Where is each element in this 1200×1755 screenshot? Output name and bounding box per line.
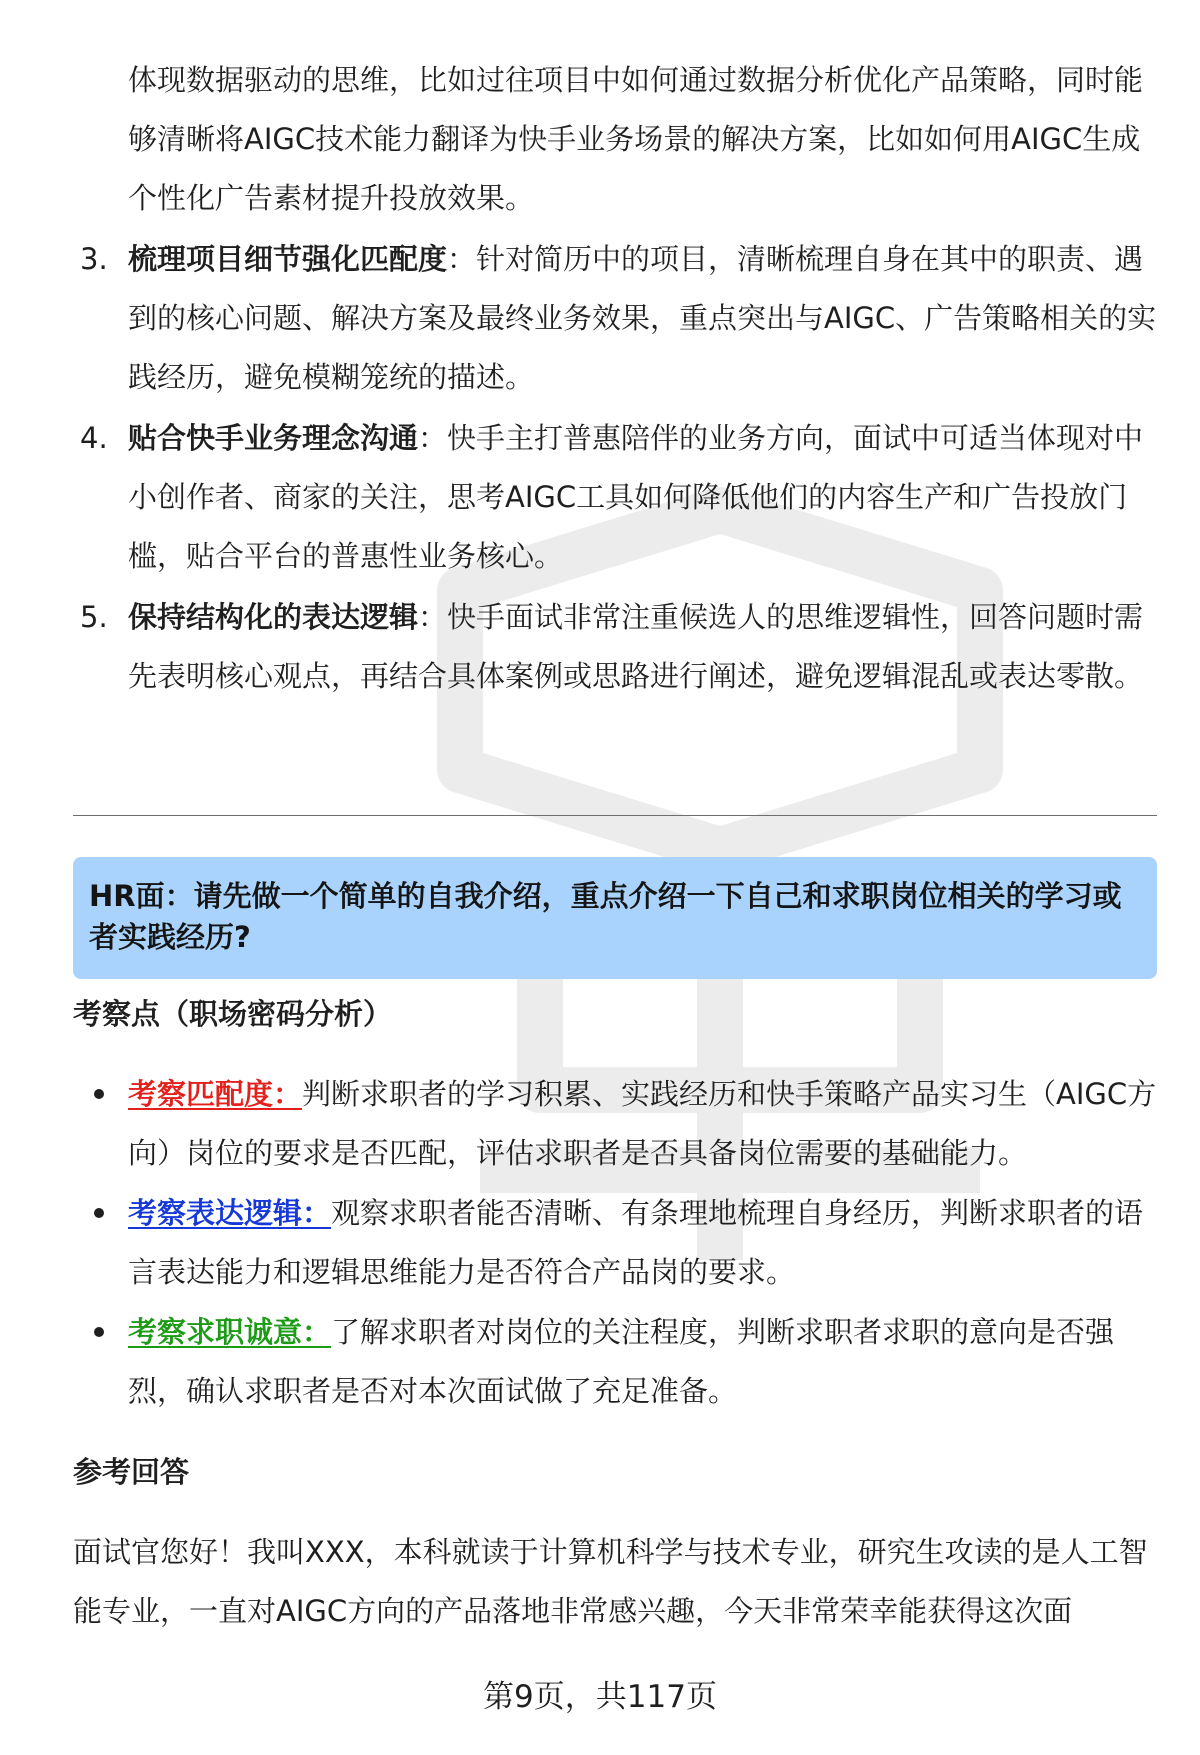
tip-text: ：快手面试非常注重候选人的思维逻辑性，回答问题时需先表明核心观点，再结合具体案例或思路进行阐述，避免逻辑混乱或表达零散。 <box>128 600 1144 693</box>
point-tag[interactable]: 考察表达逻辑： <box>128 1196 332 1230</box>
bullet-dot-icon <box>94 1327 104 1337</box>
tip-text: ：快手主打普惠陪伴的业务方向，面试中可适当体现对中小创作者、商家的关注，思考AIGC工具如何降低他们的内容生产和广告投放门槛，贴合平台的普惠性业务核心。 <box>128 421 1144 573</box>
tip-number: 3. <box>80 242 108 276</box>
answer-paragraph: 面试官您好！我叫XXX，本科就读于计算机科学与技术专业，研究生攻读的是人工智能专业，一直对AIGC方向的产品落地非常感兴趣，今天非常荣幸能获得这次面 <box>73 1535 1148 1628</box>
point-text: 判断求职者的学习积累、实践经历和快手策略产品实习生（AIGC方向）岗位的要求是否匹配，评估求职者是否具备岗位需要的基础能力。 <box>128 1077 1157 1170</box>
point-text: 观察求职者能否清晰、有条理地梳理自身经历，判断求职者的语言表达能力和逻辑思维能力是否符合产品岗的要求。 <box>128 1196 1144 1289</box>
tip-number: 5. <box>80 600 108 634</box>
point-tag[interactable]: 考察求职诚意： <box>128 1315 332 1349</box>
points-heading: 考察点（职场密码分析） <box>73 997 393 1031</box>
hr-question-box <box>73 857 1157 979</box>
section-divider <box>73 815 1157 816</box>
tip-number: 4. <box>80 421 108 455</box>
continuation-paragraph: 体现数据驱动的思维，比如过往项目中如何通过数据分析优化产品策略，同时能够清晰将AIGC技术能力翻译为快手业务场景的解决方案，比如如何用AIGC生成个性化广告素材提升投放效果。 <box>128 63 1144 215</box>
hr-question-text: HR面：请先做一个简单的自我介绍，重点介绍一下自己和求职岗位相关的学习或者实践经历? <box>89 879 1122 954</box>
point-item-logic <box>94 1184 1158 1302</box>
tip-title: 贴合快手业务理念沟通 <box>128 421 419 455</box>
point-tag[interactable]: 考察匹配度： <box>128 1077 303 1111</box>
tip-text: ：针对简历中的项目，清晰梳理自身在其中的职责、遇到的核心问题、解决方案及最终业务效果，重点突出与AIGC、广告策略相关的实践经历，避免模糊笼统的描述。 <box>128 242 1157 394</box>
tip-title: 保持结构化的表达逻辑 <box>128 600 419 634</box>
point-item-match <box>94 1065 1158 1183</box>
tip-item-3 <box>80 230 1160 407</box>
tip-item-5 <box>80 588 1160 706</box>
bullet-dot-icon <box>94 1089 104 1099</box>
point-item-sincerity <box>94 1303 1158 1421</box>
tip-title: 梳理项目细节强化匹配度 <box>128 242 448 276</box>
bullet-dot-icon <box>94 1208 104 1218</box>
point-text: 了解求职者对岗位的关注程度，判断求职者求职的意向是否强烈，确认求职者是否对本次面试做了充足准备。 <box>128 1315 1115 1408</box>
page-number: 第9页，共117页 <box>483 1679 717 1715</box>
tip-item-4 <box>80 409 1160 586</box>
answer-heading: 参考回答 <box>73 1455 190 1489</box>
